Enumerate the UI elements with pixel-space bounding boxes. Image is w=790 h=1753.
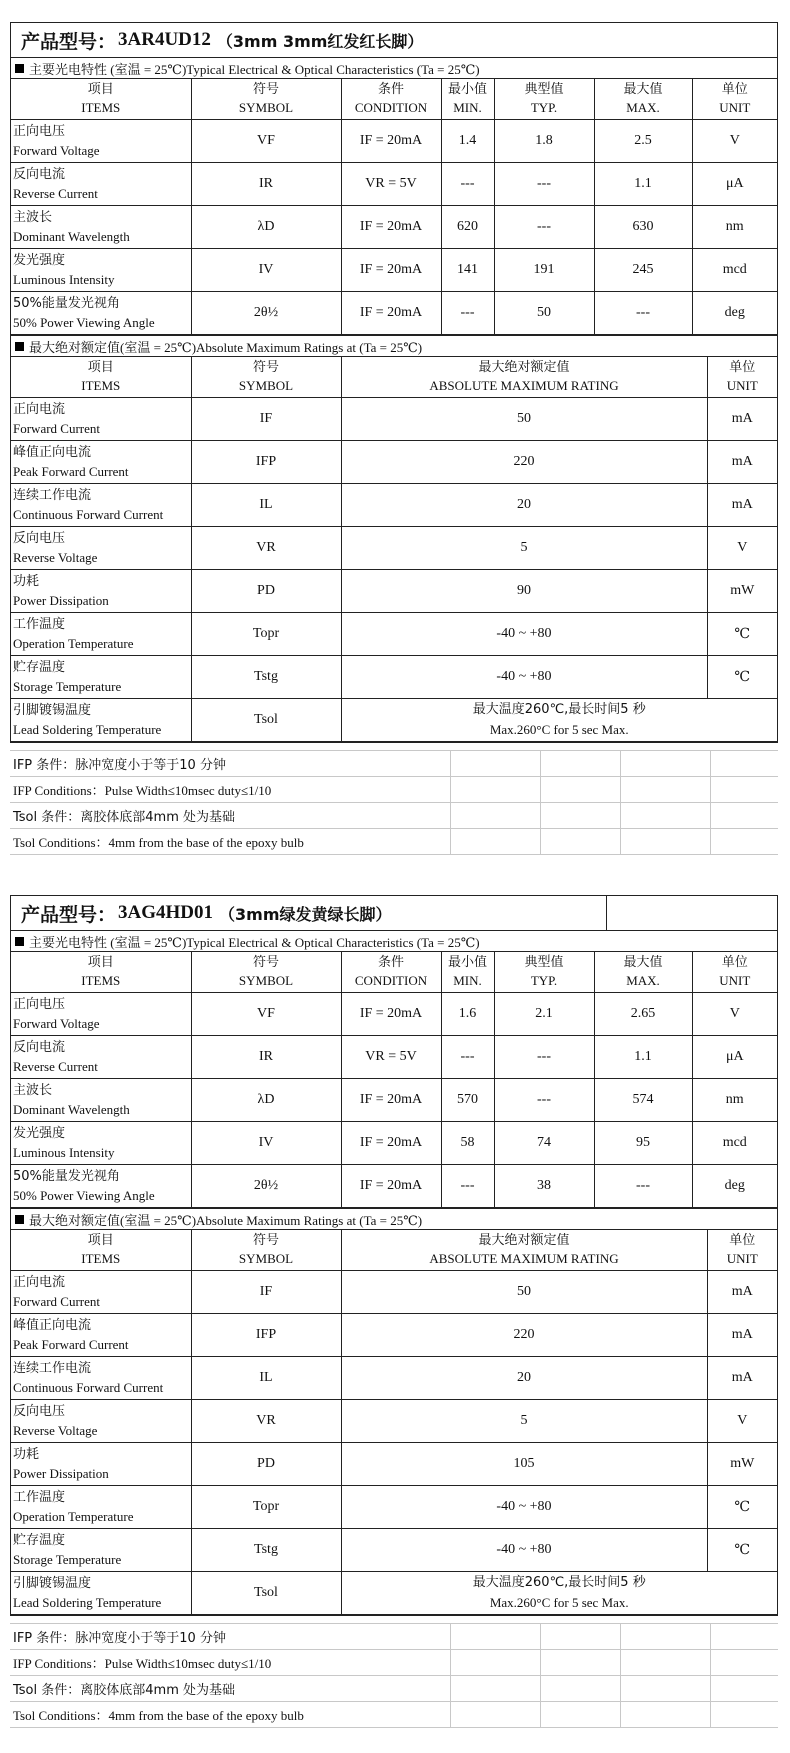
unit-cell: ℃ xyxy=(707,1529,777,1572)
typ-cell: 50 xyxy=(494,292,594,335)
table-row xyxy=(11,1572,777,1615)
typ-cell: 1.8 xyxy=(494,120,594,163)
absolute-ratings-table xyxy=(11,357,777,742)
unit-cell: V xyxy=(707,527,777,570)
item-cell: 峰值正向电流 Peak Forward Current xyxy=(11,1314,191,1357)
condition-cell: VR = 5V xyxy=(341,1036,441,1079)
electrical-section-heading xyxy=(11,931,777,952)
unit-cell: mA xyxy=(707,398,777,441)
table-header-row xyxy=(11,952,777,993)
electrical-characteristics-table xyxy=(11,79,777,335)
header-max: 最大值 MAX. xyxy=(594,79,692,120)
symbol-cell: IV xyxy=(191,1122,341,1165)
table-row xyxy=(11,206,777,249)
symbol-cell: IL xyxy=(191,1357,341,1400)
header-min: 最小值 MIN. xyxy=(441,952,494,993)
symbol-cell: 2θ½ xyxy=(191,1165,341,1208)
table-row xyxy=(11,441,777,484)
item-cell: 功耗 Power Dissipation xyxy=(11,1443,191,1486)
item-cell: 功耗 Power Dissipation xyxy=(11,570,191,613)
rating-cell: 5 xyxy=(341,1400,707,1443)
typ-cell: 2.1 xyxy=(494,993,594,1036)
unit-cell: deg xyxy=(692,1165,777,1208)
item-cell: 50%能量发光视角 50% Power Viewing Angle xyxy=(11,292,191,335)
condition-cell: IF = 20mA xyxy=(341,120,441,163)
title-prefix: 产品型号： xyxy=(21,904,117,926)
title-empty-box xyxy=(606,896,777,930)
header-max: 最大值 MAX. xyxy=(594,952,692,993)
unit-cell: deg xyxy=(692,292,777,335)
note-line: IFP 条件：脉冲宽度小于等于10 分钟 xyxy=(10,750,778,777)
item-cell: 50%能量发光视角 50% Power Viewing Angle xyxy=(11,1165,191,1208)
rating-cell: 最大温度260℃,最长时间5 秒 Max.260°C for 5 sec Max. xyxy=(341,1572,777,1615)
unit-cell: mW xyxy=(707,1443,777,1486)
min-cell: 58 xyxy=(441,1122,494,1165)
unit-cell: nm xyxy=(692,1079,777,1122)
table-row xyxy=(11,1271,777,1314)
unit-cell: mW xyxy=(707,570,777,613)
symbol-cell: VF xyxy=(191,120,341,163)
symbol-cell: VR xyxy=(191,527,341,570)
header-items: 项目 ITEMS xyxy=(11,357,191,398)
unit-cell: mA xyxy=(707,441,777,484)
rating-cell: -40 ~ +80 xyxy=(341,1529,707,1572)
symbol-cell: Tsol xyxy=(191,1572,341,1615)
symbol-cell: IL xyxy=(191,484,341,527)
table-row xyxy=(11,292,777,335)
symbol-cell: λD xyxy=(191,206,341,249)
rating-cell: 50 xyxy=(341,398,707,441)
condition-cell: IF = 20mA xyxy=(341,249,441,292)
symbol-cell: VR xyxy=(191,1400,341,1443)
header-items: 项目 ITEMS xyxy=(11,952,191,993)
condition-cell: IF = 20mA xyxy=(341,1165,441,1208)
note-line: Tsol 条件：离胶体底部4mm 处为基础 xyxy=(10,803,778,829)
item-cell: 连续工作电流 Continuous Forward Current xyxy=(11,484,191,527)
header-condition: 条件 CONDITION xyxy=(341,79,441,120)
symbol-cell: PD xyxy=(191,570,341,613)
unit-cell: mA xyxy=(707,1314,777,1357)
model-number: 3AG4HD01 xyxy=(118,902,214,923)
note-line: Tsol Conditions：4mm from the base of the epoxy bulb xyxy=(10,829,778,855)
item-cell: 正向电流 Forward Current xyxy=(11,398,191,441)
condition-cell: VR = 5V xyxy=(341,163,441,206)
symbol-cell: Topr xyxy=(191,613,341,656)
header-unit: 单位 UNIT xyxy=(692,952,777,993)
item-cell: 连续工作电流 Continuous Forward Current xyxy=(11,1357,191,1400)
table-header-row xyxy=(11,1230,777,1271)
note-line: IFP Conditions：Pulse Width≤10msec duty≤1/10 xyxy=(10,777,778,803)
item-cell: 贮存温度 Storage Temperature xyxy=(11,656,191,699)
unit-cell: V xyxy=(707,1400,777,1443)
symbol-cell: IV xyxy=(191,249,341,292)
electrical-section-label: 主要光电特性 (室温 = 25℃)Typical Electrical & Optical Characteristics (Ta = 25℃) xyxy=(29,934,480,950)
rating-cell: 220 xyxy=(341,441,707,484)
black-square-icon xyxy=(15,342,24,351)
header-min: 最小值 MIN. xyxy=(441,79,494,120)
typ-cell: --- xyxy=(494,163,594,206)
unit-cell: nm xyxy=(692,206,777,249)
unit-cell: mA xyxy=(707,1271,777,1314)
max-cell: 2.5 xyxy=(594,120,692,163)
max-cell: 574 xyxy=(594,1079,692,1122)
item-cell: 反向电压 Reverse Voltage xyxy=(11,1400,191,1443)
item-cell: 正向电压 Forward Voltage xyxy=(11,120,191,163)
table-row xyxy=(11,1165,777,1208)
max-cell: 2.65 xyxy=(594,993,692,1036)
item-cell: 主波长 Dominant Wavelength xyxy=(11,206,191,249)
item-cell: 发光强度 Luminous Intensity xyxy=(11,1122,191,1165)
product-title xyxy=(11,896,777,931)
model-number: 3AR4UD12 xyxy=(118,29,211,50)
unit-cell: μA xyxy=(692,1036,777,1079)
condition-cell: IF = 20mA xyxy=(341,292,441,335)
max-cell: 95 xyxy=(594,1122,692,1165)
rating-cell: 220 xyxy=(341,1314,707,1357)
unit-cell: μA xyxy=(692,163,777,206)
table-row xyxy=(11,1529,777,1572)
item-cell: 反向电压 Reverse Voltage xyxy=(11,527,191,570)
notes-block-1 xyxy=(10,750,778,855)
min-cell: 620 xyxy=(441,206,494,249)
symbol-cell: 2θ½ xyxy=(191,292,341,335)
table-row xyxy=(11,1357,777,1400)
rating-cell: -40 ~ +80 xyxy=(341,613,707,656)
header-symbol: 符号 SYMBOL xyxy=(191,1230,341,1271)
header-unit: 单位 UNIT xyxy=(707,1230,777,1271)
item-cell: 发光强度 Luminous Intensity xyxy=(11,249,191,292)
header-unit: 单位 UNIT xyxy=(692,79,777,120)
max-cell: --- xyxy=(594,1165,692,1208)
max-cell: 245 xyxy=(594,249,692,292)
table-row xyxy=(11,1486,777,1529)
item-cell: 工作温度 Operation Temperature xyxy=(11,613,191,656)
unit-cell: mA xyxy=(707,1357,777,1400)
item-cell: 工作温度 Operation Temperature xyxy=(11,1486,191,1529)
symbol-cell: Tsol xyxy=(191,699,341,742)
note-line: IFP 条件：脉冲宽度小于等于10 分钟 xyxy=(10,1623,778,1650)
item-cell: 引脚镀锡温度 Lead Soldering Temperature xyxy=(11,699,191,742)
table-row xyxy=(11,1036,777,1079)
header-condition: 条件 CONDITION xyxy=(341,952,441,993)
typ-cell: --- xyxy=(494,1079,594,1122)
symbol-cell: IR xyxy=(191,163,341,206)
symbol-cell: PD xyxy=(191,1443,341,1486)
unit-cell: mA xyxy=(707,484,777,527)
rating-cell: -40 ~ +80 xyxy=(341,1486,707,1529)
absolute-section-label: 最大绝对额定值(室温 = 25℃)Absolute Maximum Ratings at (Ta = 25℃) xyxy=(29,339,423,355)
typ-cell: 74 xyxy=(494,1122,594,1165)
absolute-ratings-table xyxy=(11,1230,777,1615)
min-cell: --- xyxy=(441,163,494,206)
symbol-cell: IFP xyxy=(191,441,341,484)
notes-block-2 xyxy=(10,1623,778,1728)
table-row xyxy=(11,398,777,441)
note-line: Tsol 条件：离胶体底部4mm 处为基础 xyxy=(10,1676,778,1702)
black-square-icon xyxy=(15,937,24,946)
rating-cell: 最大温度260℃,最长时间5 秒 Max.260°C for 5 sec Max. xyxy=(341,699,777,742)
absolute-section-heading xyxy=(11,1208,777,1230)
rating-cell: -40 ~ +80 xyxy=(341,656,707,699)
black-square-icon xyxy=(15,1215,24,1224)
unit-cell: ℃ xyxy=(707,613,777,656)
max-cell: 1.1 xyxy=(594,163,692,206)
electrical-section-label: 主要光电特性 (室温 = 25℃)Typical Electrical & Optical Characteristics (Ta = 25℃) xyxy=(29,61,480,77)
product-title xyxy=(11,23,777,58)
min-cell: 1.6 xyxy=(441,993,494,1036)
item-cell: 贮存温度 Storage Temperature xyxy=(11,1529,191,1572)
unit-cell: V xyxy=(692,120,777,163)
header-items: 项目 ITEMS xyxy=(11,1230,191,1271)
typ-cell: --- xyxy=(494,206,594,249)
item-cell: 峰值正向电流 Peak Forward Current xyxy=(11,441,191,484)
black-square-icon xyxy=(15,64,24,73)
rating-cell: 90 xyxy=(341,570,707,613)
rating-cell: 5 xyxy=(341,527,707,570)
rating-cell: 105 xyxy=(341,1443,707,1486)
table-row xyxy=(11,1314,777,1357)
condition-cell: IF = 20mA xyxy=(341,1079,441,1122)
typ-cell: --- xyxy=(494,1036,594,1079)
item-cell: 反向电流 Reverse Current xyxy=(11,1036,191,1079)
min-cell: --- xyxy=(441,1165,494,1208)
header-items: 项目 ITEMS xyxy=(11,79,191,120)
table-row xyxy=(11,249,777,292)
header-symbol: 符号 SYMBOL xyxy=(191,952,341,993)
header-symbol: 符号 SYMBOL xyxy=(191,357,341,398)
table-row xyxy=(11,993,777,1036)
min-cell: --- xyxy=(441,292,494,335)
max-cell: --- xyxy=(594,292,692,335)
symbol-cell: IR xyxy=(191,1036,341,1079)
unit-cell: ℃ xyxy=(707,656,777,699)
header-rating: 最大绝对额定值 ABSOLUTE MAXIMUM RATING xyxy=(341,357,707,398)
table-row xyxy=(11,527,777,570)
absolute-section-heading xyxy=(11,335,777,357)
table-header-row xyxy=(11,357,777,398)
min-cell: 141 xyxy=(441,249,494,292)
condition-cell: IF = 20mA xyxy=(341,206,441,249)
header-unit: 单位 UNIT xyxy=(707,357,777,398)
typ-cell: 191 xyxy=(494,249,594,292)
condition-cell: IF = 20mA xyxy=(341,993,441,1036)
electrical-characteristics-table xyxy=(11,952,777,1208)
symbol-cell: Topr xyxy=(191,1486,341,1529)
condition-cell: IF = 20mA xyxy=(341,1122,441,1165)
item-cell: 引脚镀锡温度 Lead Soldering Temperature xyxy=(11,1572,191,1615)
rating-cell: 20 xyxy=(341,484,707,527)
typ-cell: 38 xyxy=(494,1165,594,1208)
header-typ: 典型值 TYP. xyxy=(494,952,594,993)
model-description: （3mm绿发黄绿长脚） xyxy=(219,904,392,924)
table-row xyxy=(11,163,777,206)
table-row xyxy=(11,1443,777,1486)
table-row xyxy=(11,656,777,699)
table-row xyxy=(11,120,777,163)
unit-cell: mcd xyxy=(692,249,777,292)
symbol-cell: Tstg xyxy=(191,656,341,699)
symbol-cell: VF xyxy=(191,993,341,1036)
min-cell: 570 xyxy=(441,1079,494,1122)
header-typ: 典型值 TYP. xyxy=(494,79,594,120)
symbol-cell: IF xyxy=(191,1271,341,1314)
table-row xyxy=(11,1400,777,1443)
symbol-cell: IF xyxy=(191,398,341,441)
table-row xyxy=(11,570,777,613)
unit-cell: ℃ xyxy=(707,1486,777,1529)
max-cell: 1.1 xyxy=(594,1036,692,1079)
model-description: （3mm 3mm红发红长脚） xyxy=(216,31,424,51)
unit-cell: mcd xyxy=(692,1122,777,1165)
header-symbol: 符号 SYMBOL xyxy=(191,79,341,120)
title-prefix: 产品型号： xyxy=(21,31,117,53)
item-cell: 主波长 Dominant Wavelength xyxy=(11,1079,191,1122)
rating-cell: 50 xyxy=(341,1271,707,1314)
spec-sheet-2 xyxy=(10,895,778,1616)
unit-cell: V xyxy=(692,993,777,1036)
note-line: Tsol Conditions：4mm from the base of the epoxy bulb xyxy=(10,1702,778,1728)
item-cell: 正向电流 Forward Current xyxy=(11,1271,191,1314)
electrical-section-heading xyxy=(11,58,777,79)
symbol-cell: IFP xyxy=(191,1314,341,1357)
min-cell: 1.4 xyxy=(441,120,494,163)
min-cell: --- xyxy=(441,1036,494,1079)
max-cell: 630 xyxy=(594,206,692,249)
note-line: IFP Conditions：Pulse Width≤10msec duty≤1/10 xyxy=(10,1650,778,1676)
absolute-section-label: 最大绝对额定值(室温 = 25℃)Absolute Maximum Ratings at (Ta = 25℃) xyxy=(29,1212,423,1228)
spec-sheet-1 xyxy=(10,22,778,743)
table-header-row xyxy=(11,79,777,120)
symbol-cell: λD xyxy=(191,1079,341,1122)
table-row xyxy=(11,484,777,527)
item-cell: 正向电压 Forward Voltage xyxy=(11,993,191,1036)
table-row xyxy=(11,613,777,656)
table-row xyxy=(11,1122,777,1165)
header-rating: 最大绝对额定值 ABSOLUTE MAXIMUM RATING xyxy=(341,1230,707,1271)
rating-cell: 20 xyxy=(341,1357,707,1400)
symbol-cell: Tstg xyxy=(191,1529,341,1572)
table-row xyxy=(11,1079,777,1122)
table-row xyxy=(11,699,777,742)
item-cell: 反向电流 Reverse Current xyxy=(11,163,191,206)
